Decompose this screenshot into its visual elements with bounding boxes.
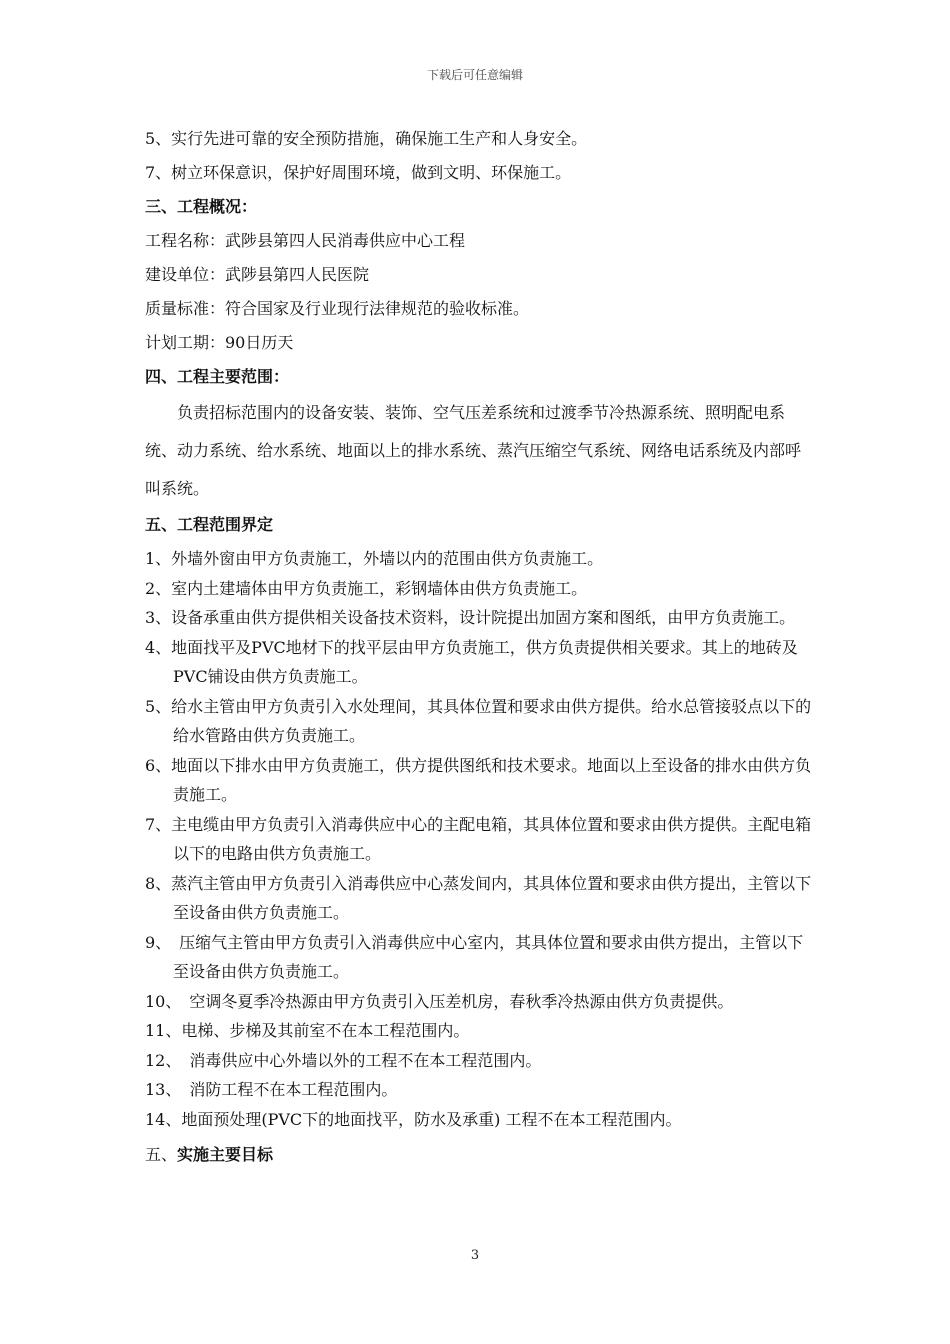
section-heading-boundary: 五、工程范围界定 (145, 515, 274, 534)
section-heading-goals-prefix: 五、 (145, 1145, 178, 1164)
section-heading-overview: 三、工程概况： (145, 197, 258, 216)
list-item: 6、地面以下排水由甲方负责施工，供方提供图纸和技术要求。地面以上至设备的排水由供方负责施工。 (145, 755, 812, 804)
list-item: 14、地面预处理(PVC下的地面找平，防水及承重) 工程不在本工程范围内。 (145, 1109, 682, 1129)
schedule-row: 计划工期：90日历天 (145, 333, 294, 352)
list-item: 3、设备承重由供方提供相关设备技术资料，设计院提出加固方案和图纸，由甲方负责施工。 (145, 608, 796, 627)
list-item: 13、 消防工程不在本工程范围内。 (145, 1080, 398, 1099)
list-item: 12、 消毒供应中心外墙以外的工程不在本工程范围内。 (145, 1050, 542, 1070)
goal-line-5: 5、实行先进可靠的安全预防措施，确保施工生产和人身安全。 (145, 129, 588, 148)
document-body (145, 122, 815, 1172)
quality-standard-row: 质量标准：符合国家及行业现行法律规范的验收标准。 (145, 299, 530, 318)
scope-paragraph: 负责招标范围内的设备安装、装饰、空气压差系统和过渡季节冷热源系统、照明配电系统、动力系统、给水系统、地面以上的排水系统、蒸汽压缩空气系统、网络电话系统及内部呼叫系统。 (145, 403, 802, 498)
section-heading-scope: 四、工程主要范围： (145, 367, 290, 386)
list-item: 5、给水主管由甲方负责引入水处理间，其具体位置和要求由供方提供。给水总管接驳点以下的给水管路由供方负责施工。 (145, 696, 812, 745)
list-item: 8、蒸汽主管由甲方负责引入消毒供应中心蒸发间内，其具体位置和要求由供方提出，主管以下至设备由供方负责施工。 (145, 873, 812, 922)
builder-row: 建设单位：武陟县第四人民医院 (145, 265, 370, 284)
section-heading-goals-title: 实施主要目标 (177, 1145, 274, 1164)
project-name-row: 工程名称：武陟县第四人民消毒供应中心工程 (145, 231, 466, 250)
section-heading-goals (145, 1138, 815, 1172)
goal-line-7: 7、树立环保意识，保护好周围环境，做到文明、环保施工。 (145, 163, 572, 182)
page-number: 3 (470, 1248, 480, 1263)
list-item: 11、电梯、步梯及其前室不在本工程范围内。 (145, 1021, 470, 1040)
list-item: 1、外墙外窗由甲方负责施工，外墙以内的范围由供方负责施工。 (145, 549, 604, 568)
page-header-note: 下载后可任意编辑 (426, 68, 523, 82)
list-item: 2、室内土建墙体由甲方负责施工，彩钢墙体由供方负责施工。 (145, 578, 588, 598)
boundary-list (145, 544, 815, 1134)
list-item: 4、地面找平及PVC地材下的找平层由甲方负责施工，供方负责提供相关要求。其上的地砖及PVC铺设由供方负责施工。 (145, 637, 798, 686)
list-item: 10、 空调冬夏季冷热源由甲方负责引入压差机房，春秋季冷热源由供方负责提供。 (145, 991, 734, 1011)
list-item: 9、 压缩气主管由甲方负责引入消毒供应中心室内，其具体位置和要求由供方提出，主管以下至设备由供方负责施工。 (145, 932, 804, 981)
list-item: 7、主电缆由甲方负责引入消毒供应中心的主配电箱，其具体位置和要求由供方提供。主配电箱以下的电路由供方负责施工。 (145, 814, 812, 863)
